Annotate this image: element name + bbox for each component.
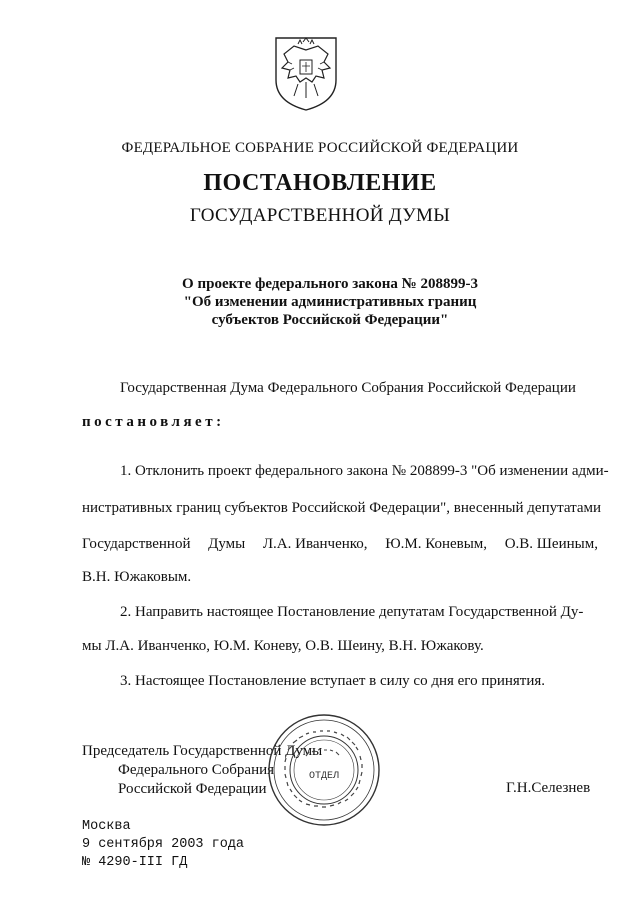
item3-line1: 3. Настоящее Постановление вступает в силу со дня его принятия. [120, 673, 546, 689]
footer-date: 9 сентября 2003 года [82, 837, 245, 852]
russian-coat-of-arms-icon [274, 36, 338, 112]
subject-line-1: О проекте федерального закона № 208899-3 [182, 276, 478, 292]
signer-name: Г.Н.Селезнев [506, 780, 591, 796]
item1-word: Думы [208, 536, 246, 552]
subject-line-2: "Об изменении административных границ [183, 294, 477, 310]
resolves-word: постановляет: [82, 414, 225, 430]
seal-center-text: ОТДЕЛ [308, 771, 340, 782]
item1-word: Л.А. Иванченко, [262, 536, 368, 552]
resolution-subject [150, 275, 510, 329]
item1-word: Государственной [82, 536, 191, 552]
document-footer [82, 818, 244, 872]
organization-name: ФЕДЕРАЛЬНОЕ СОБРАНИЕ РОССИЙСКОЙ ФЕДЕРАЦИИ [121, 140, 519, 156]
item1-word: Ю.М. Коневым, [385, 536, 488, 552]
item1-line1: 1. Отклонить проект федерального закона № 208899-3 "Об изменении адми- [120, 463, 609, 479]
document-subtitle: ГОСУДАРСТВЕННОЙ ДУМЫ [189, 205, 451, 226]
item2-line1: 2. Направить настоящее Постановление депутатам Государственной Ду- [120, 604, 584, 620]
signature-position-line2: Федерального Собрания [118, 762, 275, 778]
document-title: ПОСТАНОВЛЕНИЕ [203, 170, 437, 196]
footer-number: № 4290-III ГД [82, 855, 188, 870]
signature-position-line3: Российской Федерации [118, 781, 267, 797]
item1-word: О.В. Шеиным, [504, 536, 598, 552]
official-seal-stamp [266, 712, 382, 828]
item2-line2: мы Л.А. Иванченко, Ю.М. Коневу, О.В. Шеину, В.Н. Южакову. [82, 638, 484, 654]
signature-position-line1: Председатель Государственной Думы [82, 743, 323, 759]
item1-line2: нистративных границ субъектов Российской Федерации", внесенный депутатами [82, 500, 602, 516]
subject-line-3: субъектов Российской Федерации" [211, 312, 449, 328]
item1-line4: В.Н. Южаковым. [82, 569, 192, 585]
footer-city: Москва [82, 819, 131, 834]
intro-paragraph: Государственная Дума Федерального Собрания Российской Федерации [120, 380, 576, 396]
item1-line3 [82, 536, 598, 553]
